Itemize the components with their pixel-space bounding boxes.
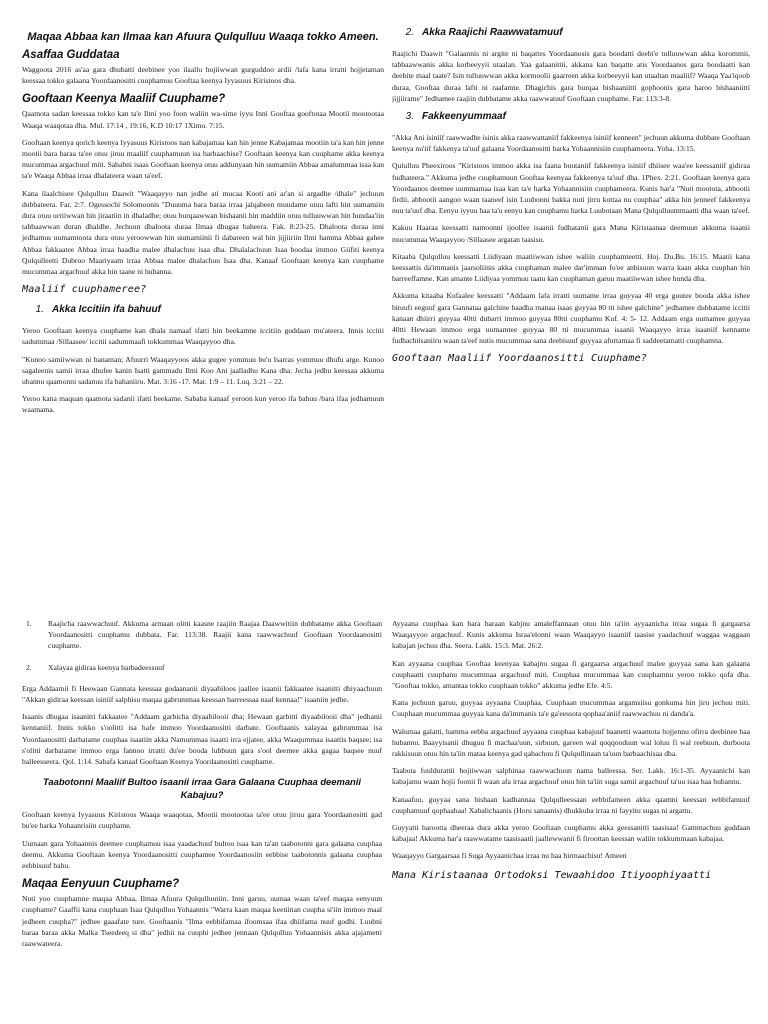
paragraph: Erga Addaamii fi Heewaan Gannata keessaa godaananii diyaabiloos jaallee isaanii fakkaatee isaanitti dhiyaachuun "Akkan gidiraa keessan isiniif salphisu maqaa gabrummaa keessan barreessaa naaf kennaa!" isaaniin jedhe. (22, 683, 382, 705)
numbered-heading-2 (392, 26, 750, 40)
paragraph: Walumaa galatti, hamma eebba argachuuf ayyaana cuuphaa kabajuuf baanetti waantota hojjennu ofirra deebinee haa hubannu. Baayyisanii dhuguu fi machaa'uun, sirbuun, gareen wal qoqqooduun wal loluu fi wal reebuun, durboota rakkisuun otuu hin ta'iin mataa keenya gad qabachuu fi Qulqullinaan ta'uun barbaachisaa dha. (392, 726, 750, 759)
list-item-text: Xalayaa gidiraa keenya barbadeessuuf (48, 662, 165, 672)
paragraph: Kitaaba Qulqulluu keessatti Liidiyaan maatiiwwan ishee waliin cuuphamteetti. Hoj. Du.Bu. 16:15. Maatii kana keessattis da'immanis jaarsoliinis akka cuuphaman malee dar'imman fo'ee anbisuun warra kaan akka cuuphan hin barreeffamne. Kan amante Liidiyaa yommuu taatu kan cuuphaman garuu maatiiwwan ishee hunda dha. (392, 251, 750, 284)
paragraph: Qaamota sadan keessaa tokko kan ta'e Ilmi yoo foon waliin wa-sime iyyu Inni Gooftaa gooftotaa Mootii mootootaa Waaqa waaqotaa dha. Mul. 17:14 , 19:16, K.D 10:17 1Ximo. 7:15. (22, 109, 384, 130)
numbered-heading-text: Akka Iccitiin ifa bahuuf (52, 304, 161, 316)
number: 3. (405, 111, 414, 123)
paragraph: Gooftaan keenya Iyyasuus Kiristoos Waaqa waaqotaa, Mootii mootootaa ta'ee otuu jiruu gara Yoordaanositti gad bu'ee harka Yohaanrisiin cuuphame. (22, 810, 382, 831)
top-right-column (392, 24, 750, 594)
paragraph: "Kunoo samiiwwan ni banaman; Afuurri Waaqayyoos akka gugee yommuu bu'u Isarras yommuu dhufu arge. Kunoo sagaleenis samii irraa dhufee kanin Isatti gammadu Ilmi Koo Ani jaalladhu Kana dha. Jecha jedhu keessaa akkuma ubannu qaamonni sadanuu ifa bahaniiru. Mat. 3:16 -17. Mar. 1:9 – 11. Luq. 3:21 – 22. (22, 354, 384, 387)
paragraph: Kan ayyaana cuuphaa Gooftaa keenyaa kabajnu sugaa fi gargaarsa argachuuf malee guyyaa sana kan galaana cuuphaatti cuuphanu mucummaa argachuuf miti. Cuuphaa mucummaa kan cuuphamnu yeroo tokko qofa dha. "Gooftaa tokko, amantaa tokko cuuphaan tokko" akkuma jedhe Efe. 4:5. (392, 658, 750, 691)
list-item (22, 662, 382, 673)
paragraph: Taabota fuuldurattii hojiiwwan salphinaa raawwachuun nama balleessa. Ser. Lakk. 16:1-35. Ayyaanichi kan kabajamu waan hojii foonii fi waan afa irraa argachuuf otuu hin ta'iin suga samii argachuuf ta'uu isaa haa hubannu. (392, 766, 750, 787)
centered-heading: Taabotonni Maaliif Bultoo isaanii irraa Gara Galaana Cuuphaa deemanii Kabajuu? (43, 776, 361, 801)
paragraph: Kana ilaalchisee Qulqulluu Daawit "Waaqayyo nan jedhe ati mucaa Kooti ani ar'an si argadhe /dhale" jechuun dubbateera. Far. 2:7. Ogessochi Solomoonis "Duuuma bara baraa irraa jalqabeen muudame otuu lafti hin uumamiin dura otuu urriiwwan hin jiraatiin in dhaladhe; otuu burqaawwan bishaanii hin maddiin otuu tulluuwwan hin hundaa'iin tabbaawwan duran dhaldhe. Jechuun dhaloota duraa Ilmaa dhugaa baheera. Fak. 8:23-25. Dhaloota duraa inni jedhamus uumamtoota dura otuu yeroowwan hin uumamiinii fi dabareen wal hin jijjiiriin Ilmi hamma Abbaa gahee Abbaa fakkaatee Abbaa irraa haadha malee dhalachuu isaa dha. Dhalalachuun Isaa boodaa immoo Giifiti keenya Qulqulleetti Dubroo Maariyaam irraa Abbaa malee dhalachuu Isaa dha. Kanaaf Gooftaan keenya kan cuuphame mucummaa argachuuf akka hin taane ni hubanna. (22, 188, 384, 277)
numbered-heading-1 (22, 303, 384, 317)
paragraph: Guyyatti barootta dheeraa dura akka yeroo Gooftaan cuuphamu akka geessanitti taasisaa! Gammachuu guddaan kabajaa! Akkuma har'a raawwatame taasisaatii jaallewwanii fi firoottan keessan waliin tokkummaan kabajaa. (392, 823, 750, 844)
handwritten-heading: Maaliif cuuphameree? (22, 284, 147, 296)
paragraph: Kanaafuu, guyyaa sana bishaan kadhannaa Qulqulleessaan eebbifameen akka qaamni keessan eebbifamuuf cuuphamuuf qophaahaa! Xabalichaanis (Horu sanaanis) dhukkuba irraa ni fayyitu sugas ni argattu. (392, 794, 750, 815)
paragraph: Gooftaan keenya qorich keenya Iyyasuus Kiristoos nan kabajamaa kan hin jenne Kabajamaa mootiin ta'a kan hin jenne mootii bara baraa ta'ee otuu jiruu maaliif cuuphamuun isa barbaachise? Gooftaan keenya kan cuuphame akka keenya mucummaa argachuuf miti. Sababni isaas Gooftaan keenya otuu addunyaan hin uumamiin Abbaa amalummaa isaa kan ta'e Waaqa Abbaa irraa dhalateera waan ta'eef. (22, 137, 384, 181)
paragraph: Waaqayyo Gargaarsaa fi Suga Ayyaanichaa irraa nu haa hirmaachisu! Ameen (392, 851, 627, 861)
handwritten-heading: Gooftaan Maaliif Yoordaanositti Cuuphame? (392, 353, 648, 365)
paragraph: "Akka Ani isiniif raawwadhe isinis akka raawwattaniif fakkeenya isiniif kenneen" jechuun akkuma dubbate Gooftaan keenya nu'iif fakkenya ta'uuf galaana Yoordaanositti harka Yohaannisiin cuuphameera. Yoha. 13:15. (392, 133, 750, 154)
section-heading-asaffaa: Asaffaa Guddataa (22, 49, 120, 61)
section-heading-why-baptized: Gooftaan Keenya Maaliif Cuuphame? (22, 93, 226, 106)
paragraph: Raajichi Daawit "Galaannis ni argite ni baqattes Yoordaanosis gara boodatti deebi'e tulluuwwan akka korommii, tabbaawwanis akka korbeeyyii utaalan. Yaa galaanittii, akkana kan baqatte atis Yoordaanos gara boodaatti kan deebite maal taate? Isin tulluuwwan akka kormoolii gaarreen akka korbeeyyii kan utaaltan maaliif? Waaqa Yaa'iqoob duraa, Gooftaa duraa lafti ni raafamte. Dhagichis gara burqaa bishaaniitti gophoonis gara haroo bishaaniitti jijjiirame" Jedhamee raajiin dubbatame akka raawwatuuf Gooftaan cuuphame. Far. 113:3-8. (392, 49, 750, 103)
footer-signature: Mana Kiristaanaa Ortodoksi Tewaahidoo Itiyoophiyaatti (392, 869, 712, 881)
section-heading-whose-name: Maqaa Eenyuun Cuuphame? (22, 878, 180, 891)
paragraph: Yeroo Gooftaan keenya cuuphame kan dhala namaaf ifatti hin beekamne iccitiin guddaan mu'ateera. Innis iccitii sadummaa /Sillaasee/ iccitii sadummaafi tokkummaa Waaqayyoo dha. (22, 326, 384, 347)
paragraph: Akkuma kitaaba Kufaalee keessatti "Addaam lafa irratti uumame irraa guyyaa 40 erga guutee booda akka ishee bituufi eeguuf gara Gannataa galchine haadha manaa isaas guyyaa 80 tti ishee galchine" jedhamee dubbatame iccitii kanaan dhiirri guyyaa 40tti dubarri immoo guyyaa 80tti cuuphamu Kuf. 4: 5- 12. Addaam erga uumamee guyyaa 40tti Hewaan immoo erga uumamtee guyyaa 80 tti mucummaa isaanii Waaqayyo irraa isaaniif kenname fudhachiisaniiru waan ta'eef nutis mucummaa sana deebisuuf guyyaa afurtamaa fi saddeetamatti cuuphamna. (392, 291, 750, 346)
list-number: 2. (26, 662, 32, 672)
number: 1. (35, 304, 44, 316)
bottom-right-column (392, 618, 750, 1024)
list-item (22, 618, 382, 652)
number: 2. (405, 27, 414, 38)
list-number: 1. (26, 619, 32, 628)
top-left-column (22, 28, 384, 594)
list-item-text: Raajicha raawwachuuf. Akkuma armaan olitti kaasne raajiin Raajaa Daawwitiin dubbatame akka Gooftaan Yoordaanositti cuuphamu dubbata. Far. 113:38. Raajii kana raawwachuuf Gooftaan Yoordaanositti cuuphame. (48, 619, 382, 651)
numbered-heading-text: Fakkeenyummaaf (422, 111, 506, 123)
bottom-left-column (22, 618, 382, 1024)
numbered-heading-text: Akka Raajichi Raawwatamuuf (422, 27, 563, 38)
paragraph: Isaanis dhugaa isaanitti fakkaatee "Addaam garbicha diyaabilooii dha; Hewaan garbitti diyaabilooii dha" jedhanii kennaniif. Innis tokko s'oolitti isa hafe immoo Yoordaanositti darbate. Gooftaanis xalayaa gabrummaa isa Yoordaanositti darbatame cuuphaa isaatiin akka Namummaa isaatti irra ejjatee, akka Waaqummaa isaattis baqsee; isa s'olitti darbatame immoo erga fannoo irratti du'ee booda lubbuun gara s'ool deemee akka gagaa baqsee nuuf balleesseera. Qol. 1:14. Sabafa kanaaf Gooftaan Keenya Yoordaanositti cuuphame. (22, 712, 382, 767)
paragraph: Qululluu Pheexiroos "Kiristoos immoo akka isa faana buutaniif fakkeenya isiniif dhiisee waa'ee keessaniif gidiraa fudhateera." Akkuma jedhe cuuphamuun Gooftaa keenyaa fakkeenya ta'uuf dha. 1Phex. 2:21. Gooftaan keenya gara Yoordaanos deemee uummamaa isaa kan ta'e harka Yohaannisiin cuuphameera. Kunis har'a "Nuti mootota, abbootii firdii, abbootii aangoo waan taaneef isin Luubonni bakka nuti jirru kottaa nu cuuphaa" akka hin jenneef fakkeenya nuu ta'uuf dha. Eenyu iyyuu haa ta'u eenyu kan cuuphamu harka Luubotaan Mana Qulqulluummaatti dha waan ta'eef. (392, 161, 750, 216)
document-title: Maqaa Abbaa kan Ilmaa kan Afuura Qulqulluu Waaqa tokko Ameen. (27, 31, 379, 43)
paragraph: Uumaan gara Yohaannis deemee cuuphamuu isaa yaadachuuf bultoo isaa kan ta'an taabotonni gara galaana cuuphaa deemu. Akkuma Gooftaan keenya Yoordaanositti cuuphamee Yoordaanosiin eebbise taabotonnis galaana cuuphaa eebbisuuf bahu. (22, 838, 382, 871)
numbered-list (22, 618, 382, 673)
paragraph: Ayyaana cuuphaa kan bara baraan kabjnu amaleffannaan otuu hin ta'iin ayyaanicha irraa sugaa fi gargaarsa Waaqayyoo argachuuf. Kunis akkuma Israa'elonni waan Waaqayyo isaaniif taasise yaadachuuf waggaa waggaan kabajan jechuu dha. Seera. Lakk. 15:3. Mat. 26:2. (392, 619, 750, 651)
paragraph: Nuti yoo cuuphamne maqaa Abbaa, Ilmaa Afuura Qulqulluutiin. Inni garuu, uumaa waan ta'eef maqaa eenyuun cuuphame? Gaaffii kana cuuphaan Isaa Qulqulluu Yohaannis "Warra kaan maqaa keetiinan cuupha si'iin immoo maal jedheen cuupha?" jedhee gaaafate ture. Gooftaanis "Ilma eebbifamaa ifoomsaa ifaa dhiifama nuuf godhi. Luubni baraa baraa akka Malka Tseedeeq si dha" jedhii na cuuphi jedhee jennaan Qulqulluu Yohaannisis akka ajajametti raawwateera. (22, 894, 382, 949)
paragraph: Yeroo kana maquan qaamota sadanii ifatti beekame. Sababa kanaaf yeroon kun yeroo ifa bahuu /bara ifaa jedhamuun waamama. (22, 394, 384, 415)
paragraph: Kakuu Haaraa keessatti namoonni ijoollee isaanii fudhatanii gara Mana Kiristaanaa deemuun akkuma isaanii mucummaa Waaqayyoo /Sillaasee argatan taasisu. (392, 223, 750, 244)
paragraph: Waggoota 2016 as'aa gara dhubatti deebinee yoo ilaallu hojiiwwan gurguddoo ardii /lafa kana irratti hojjetaman keessaa tokko galaana Yoordaanositti cuuphamuu Gooftaa keenya Iyyasuus Kiristoos dha. (22, 65, 384, 86)
paragraph: Kana jechuun garuu, guyyaa ayyaana Cuuphaa, Cuuphaan mucummaa argamsiisu gonkuma hin jiru jechuu miti. Cuuphaan mucummaa guyyaa kana da'immanis ta'e ga'eessota qophaa'aniif raawwachuu ni danda'a. (392, 698, 750, 719)
numbered-heading-3 (392, 110, 750, 124)
